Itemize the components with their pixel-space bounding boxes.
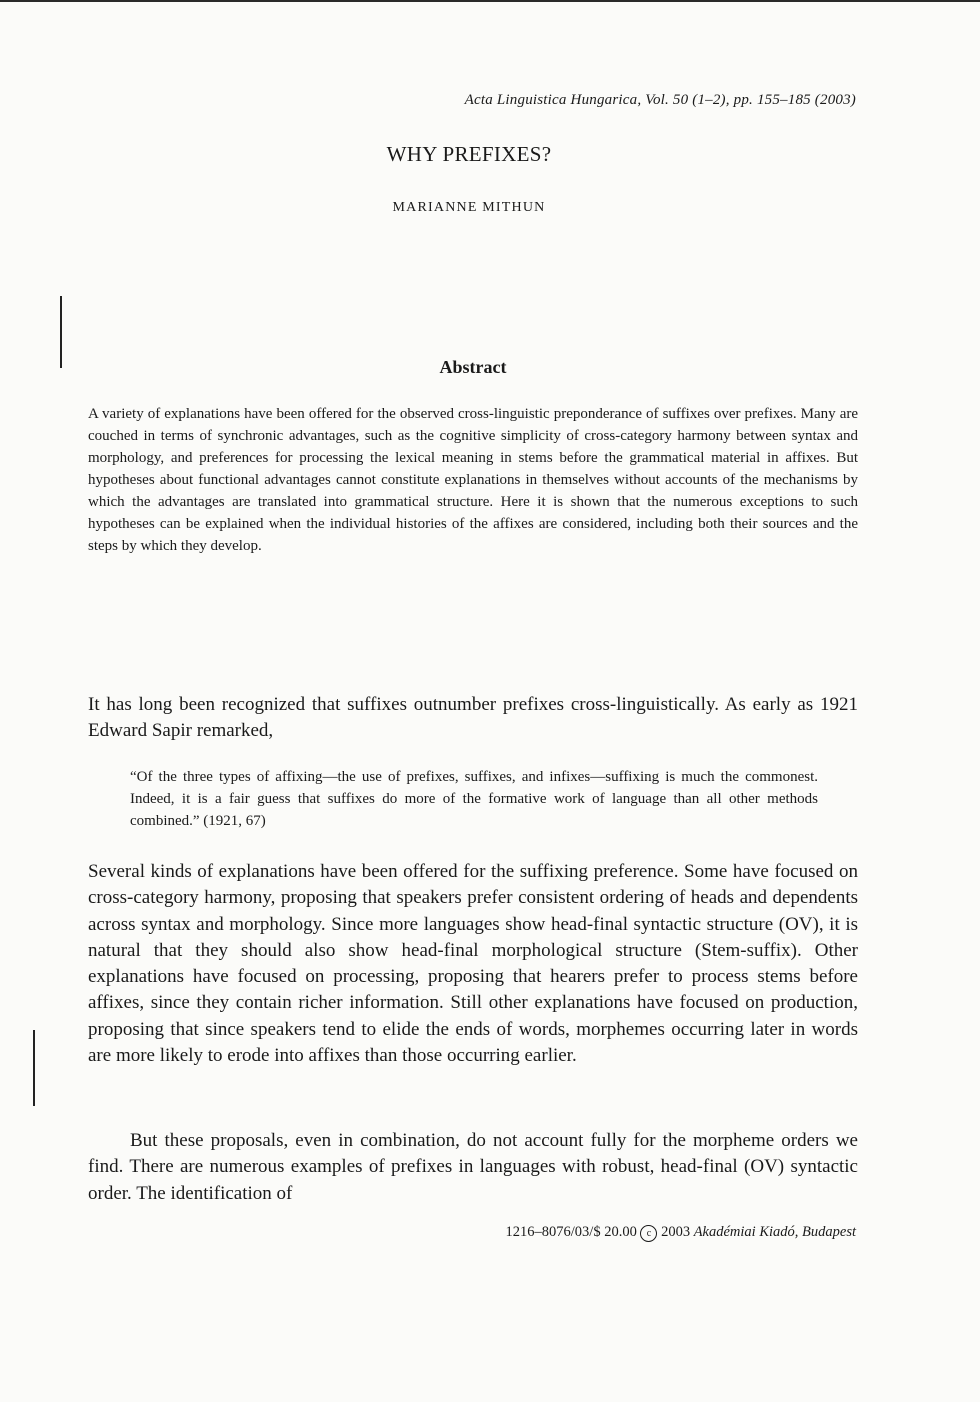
- block-quote: “Of the three types of affixing—the use of prefixes, suffixes, and infixes—suffixing is much the commonest. Indeed, it is a fair guess that suffixes do more of the formative work of language than all other methods combined.” (1921, 67): [130, 769, 818, 829]
- copyright-icon: c: [640, 1225, 657, 1242]
- author-name: MARIANNE MITHUN: [392, 200, 546, 215]
- scan-top-edge: [0, 0, 980, 2]
- copyright-footer: [506, 1224, 856, 1242]
- body-paragraph: But these proposals, even in combination, do not account fully for the morpheme orders we find. There are numerous examples of prefixes in languages with robust, head-final (OV) syntactic order. The identification of: [88, 1130, 858, 1204]
- journal-header: Acta Linguistica Hungarica, Vol. 50 (1–2), pp. 155–185 (2003): [464, 92, 856, 108]
- margin-mark: [33, 1030, 35, 1106]
- abstract-heading: Abstract: [439, 357, 507, 377]
- abstract-text: A variety of explanations have been offered for the observed cross-linguistic preponderance of suffixes over prefixes. Many are couched in terms of synchronic advantages, such as the cognitive simplicity of cross-category harmony between syntax and morphology, and preferences for processing the lexical meaning in stems before the grammatical material in affixes. But hypotheses about functional advantages cannot constitute explanations in themselves without accounts of the mechanisms by which the advantages are translated into grammatical structure. Here it is shown that the numerous exceptions to such hypotheses can be explained when the individual histories of the affixes are considered, including both their sources and the steps by which they develop.: [88, 406, 858, 554]
- body-paragraph: Several kinds of explanations have been offered for the suffixing preference. Some have focused on cross-category harmony, proposing that speakers prefer consistent ordering of heads and dependents across syntax and morphology. Since more languages show head-final syntactic structure (OV), it is natural that they should also show head-final morphological structure (Stem-suffix). Other explanations have focused on processing, proposing that hearers prefer to process stems before affixes, since they contain richer information. Still other explanations have focused on production, proposing that since speakers tend to elide the ends of words, morphemes occurring later in words are more likely to erode into affixes than those occurring earlier.: [88, 861, 858, 1067]
- issn-price: 1216–8076/03/$ 20.00: [505, 1224, 637, 1240]
- copyright-year: 2003: [661, 1224, 691, 1240]
- article-title: WHY PREFIXES?: [386, 142, 552, 166]
- publisher-name: Akadémiai Kiadó, Budapest: [693, 1224, 856, 1240]
- intro-paragraph: It has long been recognized that suffixes outnumber prefixes cross-linguistically. As early as 1921 Edward Sapir remarked,: [88, 694, 858, 742]
